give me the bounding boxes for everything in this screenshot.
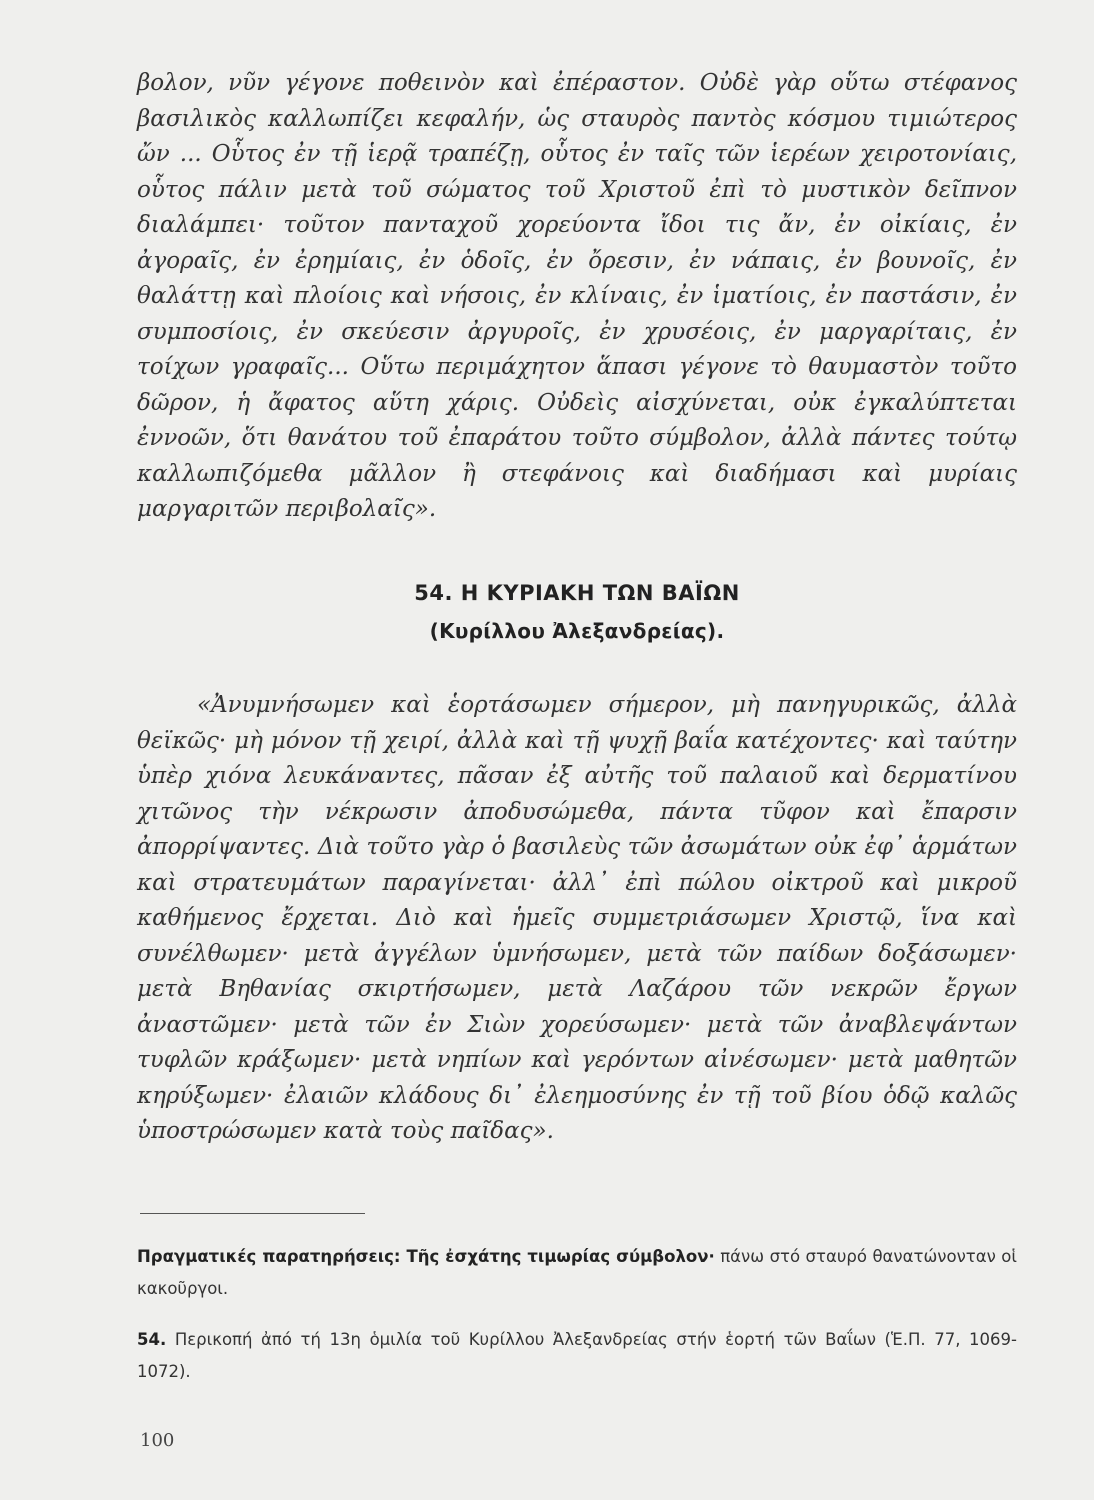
footnote-2-text: Περικοπή ἀπό τή 13η ὁμιλία τοῦ Κυρίλλου Ἀλεξανδρείας στήν ἑορτή τῶν Βαΐων (Ἑ.Π. 77, 1069-1072). <box>137 1330 1017 1381</box>
footnote-1 <box>137 1241 1017 1305</box>
footnote-2-label: 54. <box>137 1330 167 1349</box>
footnote-2 <box>137 1324 1017 1388</box>
section-subheading: (Κυρίλλου Ἀλεξανδρείας). <box>429 619 725 643</box>
footnote-divider <box>140 1213 365 1214</box>
footnote-1-label: Πραγματικές παρατηρήσεις: Τῆς ἐσχάτης τιμωρίας σύμβολον· <box>137 1247 715 1266</box>
body-paragraph-top: βολον, νῦν γέγονε ποθεινὸν καὶ ἐπέραστον. Οὐδὲ γὰρ οὕτω στέφανος βασιλικὸς καλλωπίζει κεφαλήν, ὡς σταυρὸς παντὸς κόσμου τιμιώτερος ὤν ... Οὗτος ἐν τῇ ἱερᾷ τραπέζῃ, οὗτος ἐν ταῖς τῶν ἱερέων χειροτονίαις, οὗτος πάλιν μετὰ τοῦ σώματος τοῦ Χριστοῦ ἐπὶ τὸ μυστικὸν δεῖπνον διαλάμπει· τοῦτον πανταχοῦ χορεύοντα ἴδοι τις ἄν, ἐν οἰκίαις, ἐν ἀγοραῖς, ἐν ἐρημίαις, ἐν ὁδοῖς, ἐν ὄρεσιν, ἐν νάπαις, ἐν βουνοῖς, ἐν θαλάττῃ καὶ πλοίοις καὶ νήσοις, ἐν κλίναις, ἐν ἱματίοις, ἐν παστάσιν, ἐν συμποσίοις, ἐν σκεύεσιν ἀργυροῖς, ἐν χρυσέοις, ἐν μαργαρίταις, ἐν τοίχων γραφαῖς... Οὕτω περιμάχητον ἅπασι γέγονε τὸ θαυμαστὸν τοῦτο δῶρον, ἡ ἄφατος αὕτη χάρις. Οὐδεὶς αἰσχύνεται, οὐκ ἐγκαλύπτεται ἐννοῶν, ὅτι θανάτου τοῦ ἐπαράτου τοῦτο σύμβολον, ἀλλὰ πάντες τούτῳ καλλωπιζόμεθα μᾶλλον ἢ στεφάνοις καὶ διαδήμασι καὶ μυρίαις μαργαριτῶν περιβολαῖς». <box>137 70 1017 522</box>
body-paragraph-quote: «Ἀνυμνήσωμεν καὶ ἑορτάσωμεν σήμερον, μὴ πανηγυρικῶς, ἀλλὰ θεϊκῶς· μὴ μόνον τῇ χειρί, ἀλλὰ καὶ τῇ ψυχῇ βαΐα κατέχοντες· καὶ ταύτην ὑπὲρ χιόνα λευκάναντες, πᾶσαν ἐξ αὐτῆς τοῦ παλαιοῦ καὶ δερματίνου χιτῶνος τὴν νέκρωσιν ἀποδυσώμεθα, πάντα τῦφον καὶ ἔπαρσιν ἀπορρίψαντες. Διὰ τοῦτο γὰρ ὁ βασιλεὺς τῶν ἀσωμάτων οὐκ ἐφ᾽ ἁρμάτων καὶ στρατευμάτων παραγίνεται· ἀλλ᾽ ἐπὶ πώλου οἰκτροῦ καὶ μικροῦ καθήμενος ἔρχεται. Διὸ καὶ ἡμεῖς συμμετριάσωμεν Χριστῷ, ἵνα καὶ συνέλθωμεν· μετὰ ἀγγέλων ὑμνήσωμεν, μετὰ τῶν παίδων δοξάσωμεν· μετὰ Βηθανίας σκιρτήσωμεν, μετὰ Λαζάρου τῶν νεκρῶν ἔργων ἀναστῶμεν· μετὰ τῶν ἐν Σιὼν χορεύσωμεν· μετὰ τῶν ἀναβλεψάντων τυφλῶν κράξωμεν· μετὰ νηπίων καὶ γερόντων αἰνέσωμεν· μετὰ μαθητῶν κηρύξωμεν· ἐλαιῶν κλάδους δι᾽ ἐλεημοσύνης ἐν τῇ τοῦ βίου ὁδῷ καλῶς ὑποστρώσωμεν κατὰ τοὺς παῖδας». <box>137 692 1017 1144</box>
footnote-1-text: πάνω στό σταυρό θανατώνονταν οἱ κακοῦργοι. <box>137 1247 1017 1298</box>
section-heading: 54. Η ΚΥΡΙΑΚΗ ΤΩΝ ΒΑΪΩΝ <box>414 581 740 605</box>
page-number: 100 <box>140 1430 175 1451</box>
